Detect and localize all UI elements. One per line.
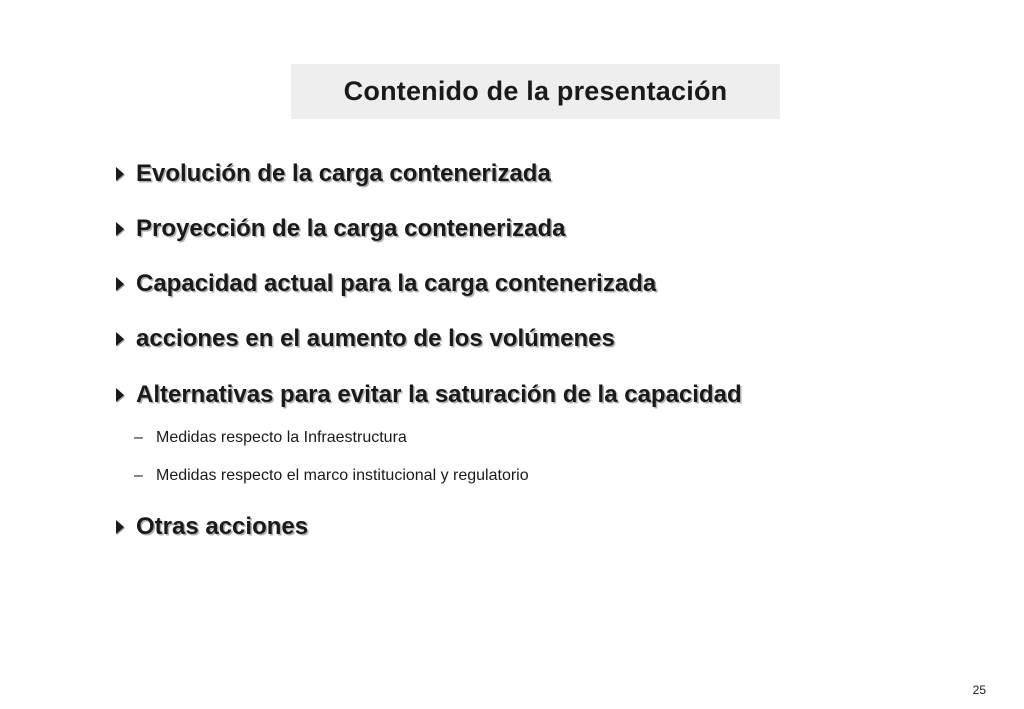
agenda-subitem-1	[134, 427, 407, 449]
triangle-bullet-icon	[116, 167, 124, 181]
agenda-item-2	[116, 214, 566, 244]
triangle-bullet-icon	[116, 520, 124, 534]
agenda-item-label: Capacidad actual para la carga contenerizada	[136, 270, 657, 297]
agenda-subitem-label: Medidas respecto el marco institucional y regulatorio	[156, 467, 529, 484]
slide-title: Contenido de la presentación	[343, 76, 728, 106]
triangle-bullet-icon	[116, 332, 124, 346]
agenda-item-1	[116, 159, 551, 189]
agenda-item-label: Alternativas para evitar la saturación de la capacidad	[136, 381, 742, 408]
agenda-item-label: Otras acciones	[136, 513, 309, 540]
agenda-item-4	[116, 324, 615, 354]
agenda-item-label: Evolución de la carga contenerizada	[136, 160, 551, 187]
agenda-subitem-label: Medidas respecto la Infraestructura	[156, 429, 407, 446]
agenda-item-6	[116, 512, 308, 542]
agenda-item-3	[116, 269, 656, 299]
triangle-bullet-icon	[116, 222, 124, 236]
agenda-item-label: Proyección de la carga contenerizada	[136, 215, 566, 242]
dash-bullet: –	[134, 429, 143, 446]
triangle-bullet-icon	[116, 388, 124, 402]
agenda-item-label: acciones en el aumento de los volúmenes	[136, 325, 615, 352]
dash-bullet: –	[134, 467, 143, 484]
page-number: 25	[972, 683, 986, 697]
agenda-subitem-2	[134, 465, 529, 487]
agenda-item-5	[116, 380, 742, 410]
title-box	[291, 64, 780, 119]
triangle-bullet-icon	[116, 277, 124, 291]
